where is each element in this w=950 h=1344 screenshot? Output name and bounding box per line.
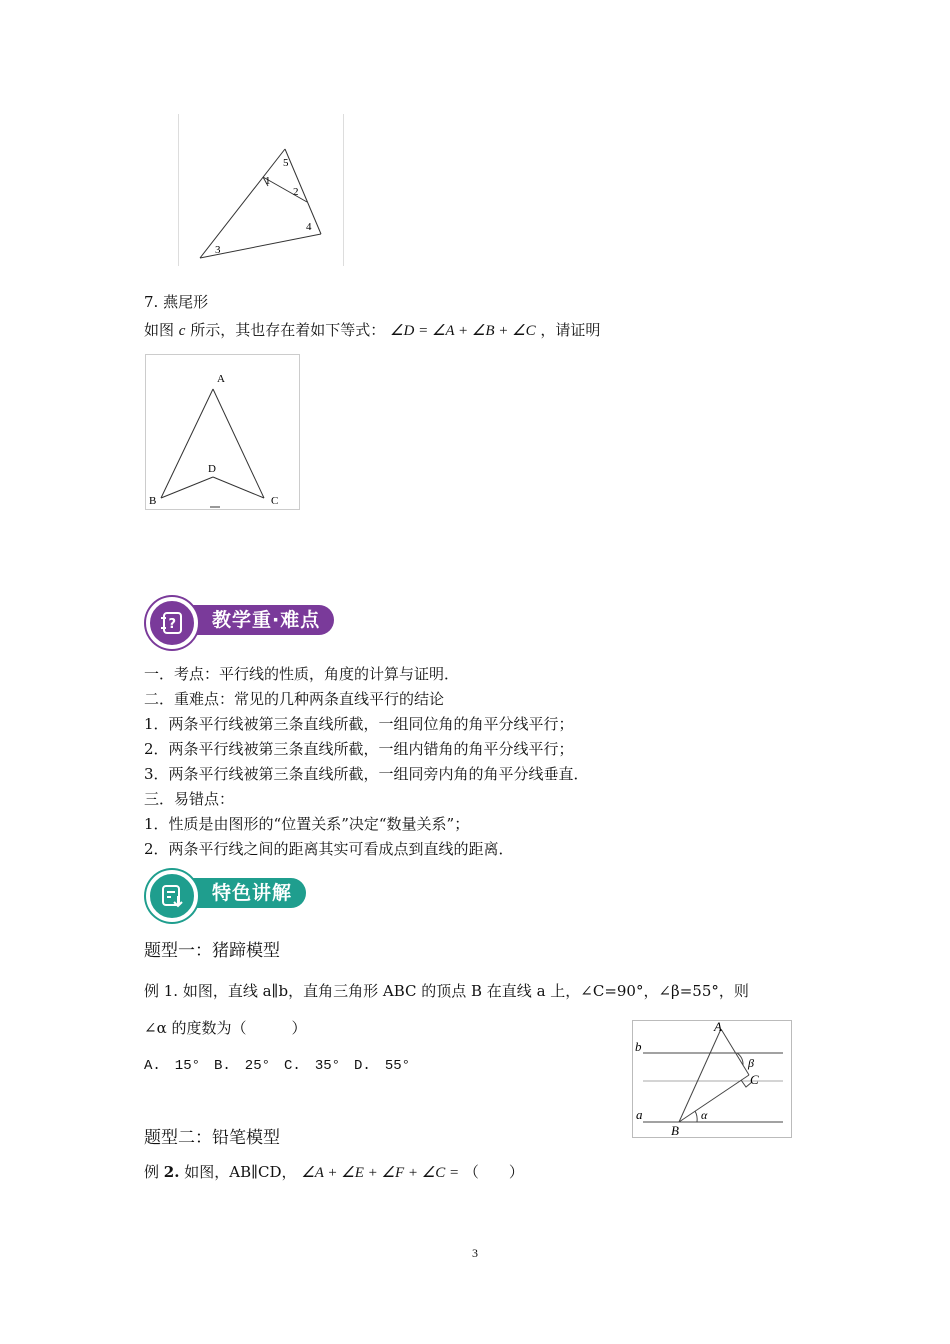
type2-example	[144, 1162, 524, 1183]
key-point-3: 1．两条平行线被第三条直线所截，一组同位角的角平分线平行；	[144, 715, 574, 733]
angle-label-5: 5	[283, 157, 289, 169]
banner-feature	[146, 870, 321, 920]
figure-parallel-lines	[632, 1020, 792, 1138]
angle-label-1: 1	[265, 175, 271, 187]
parallel-label-b-line: b	[635, 1039, 642, 1054]
key-point-1: 一．考点：平行线的性质，角度的计算与证明．	[144, 665, 460, 683]
type2-example-prefix: 例	[144, 1163, 160, 1181]
section7-desc-prefix: 如图	[144, 321, 175, 339]
dart-label-b: B	[149, 495, 157, 507]
parallel-label-a-vertex: A	[714, 1021, 722, 1034]
banner-feature-label: 特色讲解	[172, 878, 306, 908]
type2-example-text: 如图，AB∥CD，	[184, 1163, 297, 1181]
dart-label-d: D	[208, 463, 216, 475]
parallel-label-beta: β	[748, 1056, 754, 1070]
parallel-label-b-vertex: B	[671, 1123, 679, 1137]
dart-label-a: A	[217, 373, 225, 385]
type1-title: 题型一：猪蹄模型	[144, 941, 280, 961]
dart-label-c: C	[271, 495, 279, 507]
section7-desc-var: c	[178, 323, 186, 339]
document-download-icon	[146, 870, 198, 922]
angle-label-2: 2	[293, 186, 299, 198]
angle-label-3: 3	[215, 244, 221, 256]
figure-triangle-angles	[178, 114, 344, 266]
type2-equation: ∠A + ∠E + ∠F + ∠C =	[301, 1165, 460, 1181]
parallel-label-alpha: α	[701, 1108, 708, 1122]
type1-example-line2: ∠α 的度数为（ ）	[144, 1019, 307, 1037]
parallel-lines-diagram	[633, 1021, 791, 1137]
section7-desc-mid: 所示，其也存在着如下等式：	[190, 321, 386, 339]
svg-text:?: ?	[168, 617, 177, 632]
type1-options: A. 15° B. 25° C. 35° D. 55°	[144, 1058, 411, 1074]
key-point-4: 2．两条平行线被第三条直线所截，一组内错角的角平分线平行；	[144, 740, 574, 758]
key-point-8: 2．两条平行线之间的距离其实可看成点到直线的距离．	[144, 840, 514, 858]
section7-equation: ∠D = ∠A + ∠B + ∠C	[390, 323, 536, 339]
banner-key-label: 教学重·难点	[172, 605, 334, 635]
key-point-2: 二．重难点：常见的几种两条直线平行的结论	[144, 690, 445, 708]
type1-example-line1: 例 1. 如图，直线 a∥b，直角三角形 ABC 的顶点 B 在直线 a 上，∠C=90°，∠β=55°，则	[144, 982, 749, 1000]
section7-description	[144, 320, 600, 341]
question-book-icon	[146, 597, 198, 649]
key-point-7: 1．性质是由图形的“位置关系”决定“数量关系”；	[144, 815, 470, 833]
page-number: 3	[472, 1246, 478, 1260]
type2-title: 题型二：铅笔模型	[144, 1128, 280, 1148]
parallel-label-c-vertex: C	[750, 1072, 759, 1087]
parallel-label-a-line: a	[636, 1107, 643, 1122]
key-point-5: 3．两条平行线被第三条直线所截，一组同旁内角的角平分线垂直．	[144, 765, 589, 783]
key-point-6: 三．易错点：	[144, 790, 235, 808]
figure-dart	[145, 354, 300, 510]
banner-key-points	[146, 597, 346, 647]
angle-label-4: 4	[306, 221, 312, 233]
section7-desc-suffix: ，请证明	[540, 321, 601, 339]
type2-example-number: 2.	[163, 1163, 180, 1181]
type2-example-suffix: （ ）	[463, 1163, 524, 1181]
dart-diagram	[146, 355, 299, 509]
section7-title: 7. 燕尾形	[144, 293, 209, 311]
triangle-angles-diagram	[179, 114, 343, 266]
